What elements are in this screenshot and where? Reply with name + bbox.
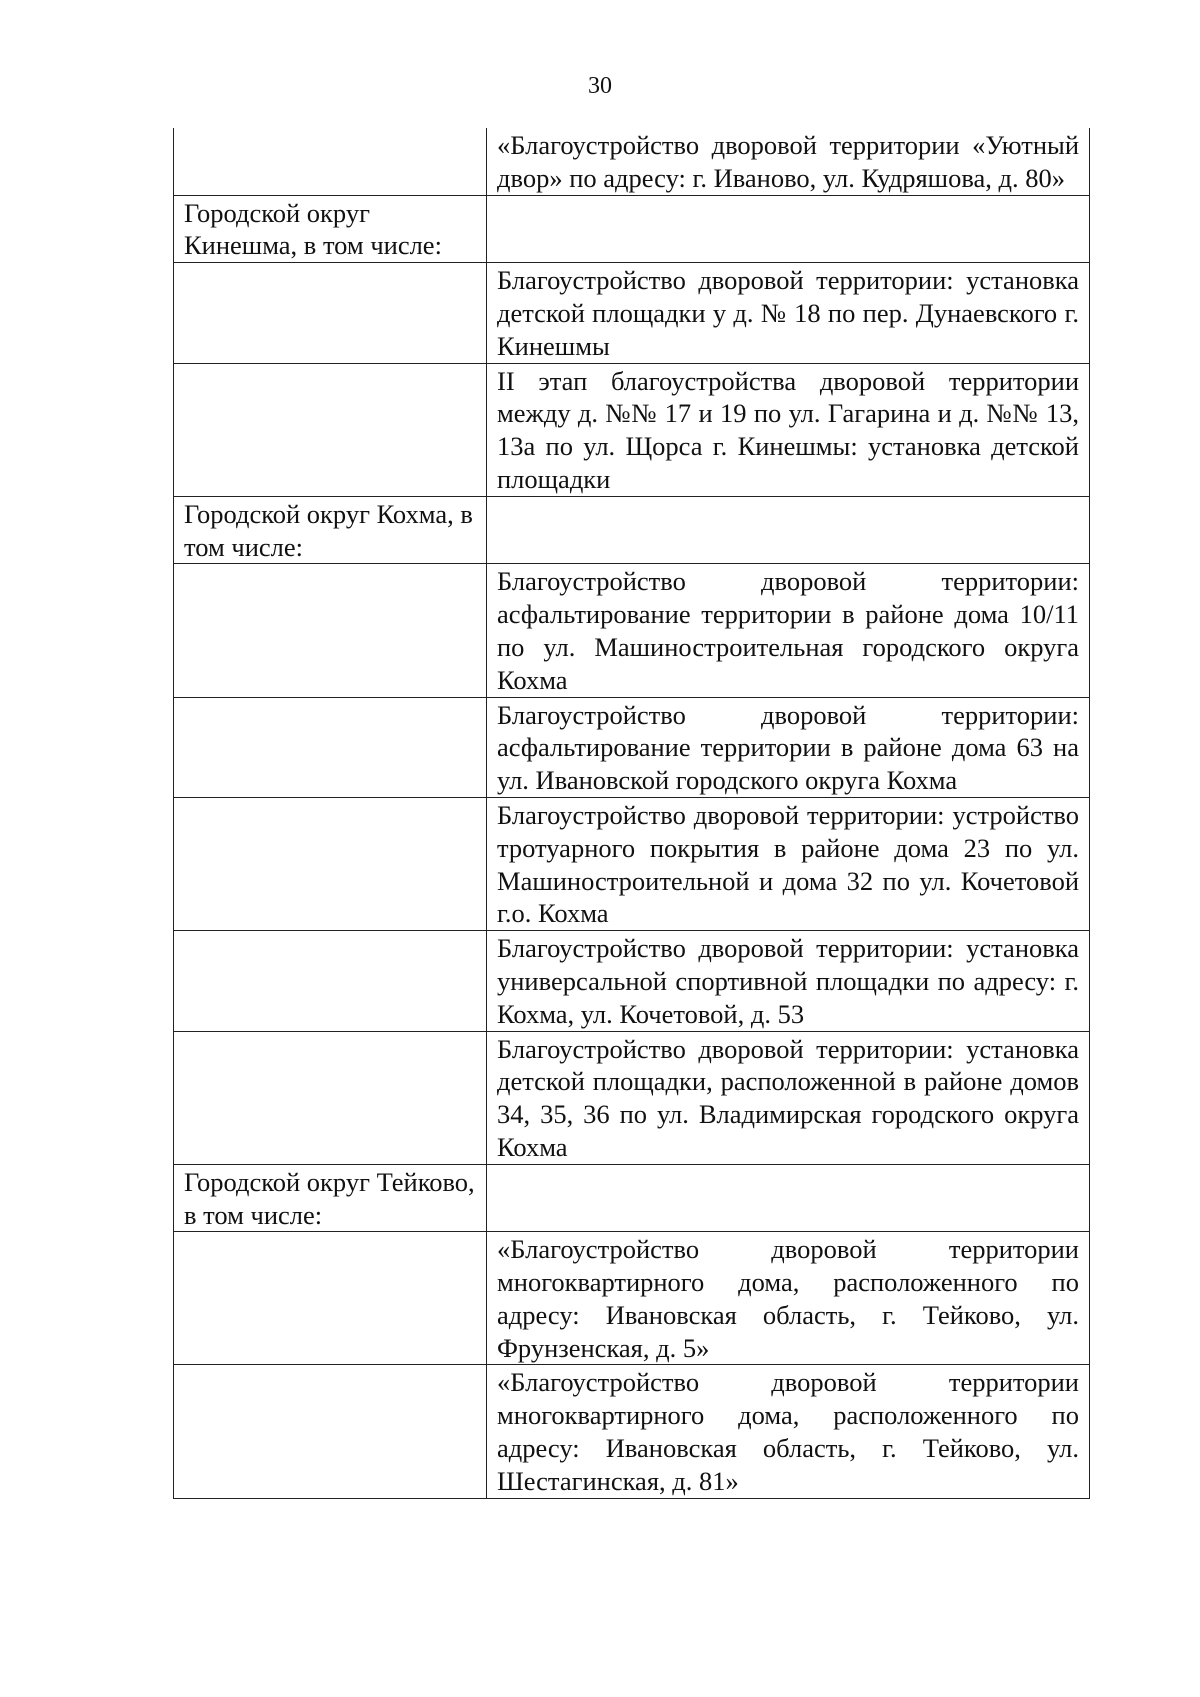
table-row [174,931,1090,1031]
project-cell: Благоустройство дворовой территории: асфальтирование территории в районе дома 10/11 по ул. Машиностроительная городского округа Кохма [487,564,1090,697]
region-cell [174,1365,487,1498]
project-cell [487,496,1090,564]
project-cell [487,1164,1090,1232]
project-cell: Благоустройство дворовой территории: установка универсальной спортивной площадки по адресу: г. Кохма, ул. Кочетовой, д. 53 [487,931,1090,1031]
project-cell: Благоустройство дворовой территории: устройство тротуарного покрытия в районе дома 23 по ул. Машиностроительной и дома 32 по ул. Кочетовой г.о. Кохма [487,797,1090,930]
region-cell [174,1232,487,1365]
project-cell: II этап благоустройства дворовой территории между д. №№ 17 и 19 по ул. Гагарина и д. №№ 13, 13а по ул. Щорса г. Кинешмы: установка детской площадки [487,363,1090,496]
table-row [174,1365,1090,1498]
project-cell: Благоустройство дворовой территории: установка детской площадки у д. № 18 по пер. Дунаевского г. Кинешмы [487,263,1090,363]
table-row [174,564,1090,697]
table-row [174,263,1090,363]
region-cell [174,1031,487,1164]
table-row-region [174,195,1090,263]
region-cell [174,128,487,195]
project-cell: Благоустройство дворовой территории: асфальтирование территории в районе дома 63 на ул. Ивановской городского округа Кохма [487,697,1090,797]
region-cell: Городской округ Тейково, в том числе: [174,1164,487,1232]
region-cell [174,697,487,797]
region-cell [174,564,487,697]
project-cell [487,195,1090,263]
region-cell: Городской округ Кохма, в том числе: [174,496,487,564]
table-row [174,363,1090,496]
region-cell [174,363,487,496]
region-cell: Городской округ Кинешма, в том числе: [174,195,487,263]
project-cell: «Благоустройство дворовой территории «Уютный двор» по адресу: г. Иваново, ул. Кудряшова, д. 80» [487,128,1090,195]
table-row [174,797,1090,930]
table-row [174,1232,1090,1365]
page-number: 30 [588,73,612,99]
project-cell: «Благоустройство дворовой территории многоквартирного дома, расположенного по адресу: Ивановская область, г. Тейково, ул. Шестагинская, д. 81» [487,1365,1090,1498]
region-cell [174,797,487,930]
table-row-region [174,1164,1090,1232]
table-row-region [174,496,1090,564]
region-cell [174,263,487,363]
project-cell: Благоустройство дворовой территории: установка детской площадки, расположенной в районе домов 34, 35, 36 по ул. Владимирская городского округа Кохма [487,1031,1090,1164]
table-row [174,697,1090,797]
table-row [174,1031,1090,1164]
table-row [174,128,1090,195]
territory-improvement-table [173,128,1090,1499]
project-cell: «Благоустройство дворовой территории многоквартирного дома, расположенного по адресу: Ивановская область, г. Тейково, ул. Фрунзенская, д. 5» [487,1232,1090,1365]
region-cell [174,931,487,1031]
